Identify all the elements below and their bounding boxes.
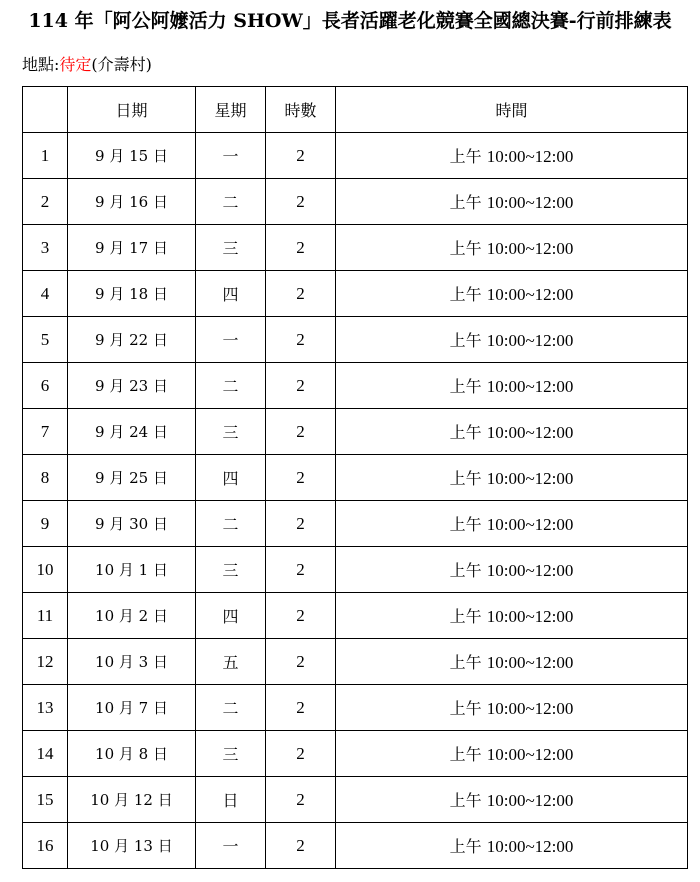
location-value: 待定 [59,55,92,74]
row-time [336,685,688,731]
row-time-range: 10:00~12:00 [486,423,574,442]
row-time-range: 10:00~12:00 [486,285,574,304]
row-time [336,777,688,823]
row-weekday: 三 [196,731,266,777]
row-time [336,547,688,593]
row-date: 10 月 13 日 [68,823,196,869]
row-time-prefix: 上午 [449,469,482,488]
row-time-range: 10:00~12:00 [486,147,574,166]
row-date: 10 月 2 日 [68,593,196,639]
row-hours: 2 [266,823,336,869]
row-hours: 2 [266,593,336,639]
page-title: 114 年「阿公阿嬤活力 SHOW」長者活躍老化競賽全國總決賽-行前排練表 [28,10,672,32]
row-date: 9 月 24 日 [68,409,196,455]
row-date: 10 月 8 日 [68,731,196,777]
header-time: 時間 [336,87,688,133]
table-row [23,777,688,823]
row-weekday: 二 [196,179,266,225]
row-index: 8 [23,455,68,501]
row-time [336,823,688,869]
row-time-prefix: 上午 [449,423,482,442]
row-time-prefix: 上午 [449,331,482,350]
row-index: 3 [23,225,68,271]
row-index: 10 [23,547,68,593]
row-index: 15 [23,777,68,823]
row-time [336,179,688,225]
row-date: 9 月 22 日 [68,317,196,363]
row-time [336,409,688,455]
row-index: 16 [23,823,68,869]
row-hours: 2 [266,133,336,179]
row-index: 7 [23,409,68,455]
row-hours: 2 [266,179,336,225]
row-time [336,639,688,685]
row-time-range: 10:00~12:00 [486,837,574,856]
table-row [23,225,688,271]
row-hours: 2 [266,225,336,271]
row-time-prefix: 上午 [449,653,482,672]
row-hours: 2 [266,271,336,317]
row-index: 12 [23,639,68,685]
row-weekday: 四 [196,593,266,639]
row-weekday: 四 [196,271,266,317]
row-time-range: 10:00~12:00 [486,699,574,718]
row-time-range: 10:00~12:00 [486,791,574,810]
row-weekday: 日 [196,777,266,823]
row-hours: 2 [266,685,336,731]
row-hours: 2 [266,501,336,547]
row-time-prefix: 上午 [449,377,482,396]
row-date: 9 月 30 日 [68,501,196,547]
row-index: 14 [23,731,68,777]
row-time-range: 10:00~12:00 [486,239,574,258]
row-time [336,133,688,179]
row-time-prefix: 上午 [449,285,482,304]
row-hours: 2 [266,363,336,409]
row-time [336,501,688,547]
table-row [23,271,688,317]
row-time-prefix: 上午 [449,239,482,258]
table-row [23,179,688,225]
table-row [23,317,688,363]
schedule-table [22,86,688,869]
row-time [336,271,688,317]
row-time-prefix: 上午 [449,515,482,534]
row-hours: 2 [266,777,336,823]
header-index [23,87,68,133]
row-weekday: 一 [196,823,266,869]
table-row [23,409,688,455]
table-header-row [23,87,688,133]
row-hours: 2 [266,317,336,363]
row-weekday: 三 [196,409,266,455]
row-time-range: 10:00~12:00 [486,469,574,488]
location-line [22,52,152,75]
row-weekday: 二 [196,363,266,409]
row-hours: 2 [266,455,336,501]
header-hours: 時數 [266,87,336,133]
row-weekday: 三 [196,547,266,593]
row-time [336,363,688,409]
row-time-prefix: 上午 [449,561,482,580]
row-weekday: 二 [196,501,266,547]
row-time-range: 10:00~12:00 [486,653,574,672]
row-time-prefix: 上午 [449,699,482,718]
row-date: 10 月 3 日 [68,639,196,685]
row-time [336,731,688,777]
header-date: 日期 [68,87,196,133]
row-time-prefix: 上午 [449,193,482,212]
row-date: 9 月 18 日 [68,271,196,317]
table-row [23,823,688,869]
row-date: 10 月 12 日 [68,777,196,823]
row-date: 9 月 17 日 [68,225,196,271]
row-time-prefix: 上午 [449,607,482,626]
row-time-prefix: 上午 [449,791,482,810]
row-date: 9 月 15 日 [68,133,196,179]
row-index: 4 [23,271,68,317]
row-time-range: 10:00~12:00 [486,561,574,580]
row-index: 6 [23,363,68,409]
row-time-prefix: 上午 [449,745,482,764]
row-time [336,455,688,501]
table-row [23,547,688,593]
row-hours: 2 [266,731,336,777]
table-row [23,133,688,179]
row-hours: 2 [266,639,336,685]
row-date: 9 月 25 日 [68,455,196,501]
row-date: 9 月 16 日 [68,179,196,225]
row-time-prefix: 上午 [449,147,482,166]
table-row [23,501,688,547]
row-time-range: 10:00~12:00 [486,377,574,396]
row-time-range: 10:00~12:00 [486,745,574,764]
header-weekday: 星期 [196,87,266,133]
row-time-prefix: 上午 [449,837,482,856]
row-weekday: 一 [196,317,266,363]
row-weekday: 一 [196,133,266,179]
location-detail: (介壽村) [91,55,152,74]
table-row [23,593,688,639]
table-row [23,685,688,731]
row-time [336,225,688,271]
row-index: 5 [23,317,68,363]
row-weekday: 四 [196,455,266,501]
row-index: 13 [23,685,68,731]
row-time-range: 10:00~12:00 [486,515,574,534]
row-index: 2 [23,179,68,225]
row-weekday: 五 [196,639,266,685]
row-hours: 2 [266,409,336,455]
table-row [23,639,688,685]
row-weekday: 二 [196,685,266,731]
row-time-range: 10:00~12:00 [486,331,574,350]
table-row [23,455,688,501]
row-time [336,317,688,363]
row-weekday: 三 [196,225,266,271]
row-time-range: 10:00~12:00 [486,607,574,626]
row-hours: 2 [266,547,336,593]
row-index: 1 [23,133,68,179]
row-time-range: 10:00~12:00 [486,193,574,212]
row-date: 9 月 23 日 [68,363,196,409]
row-index: 11 [23,593,68,639]
row-index: 9 [23,501,68,547]
row-date: 10 月 1 日 [68,547,196,593]
row-time [336,593,688,639]
row-date: 10 月 7 日 [68,685,196,731]
table-row [23,363,688,409]
location-label: 地點: [22,55,60,74]
table-row [23,731,688,777]
